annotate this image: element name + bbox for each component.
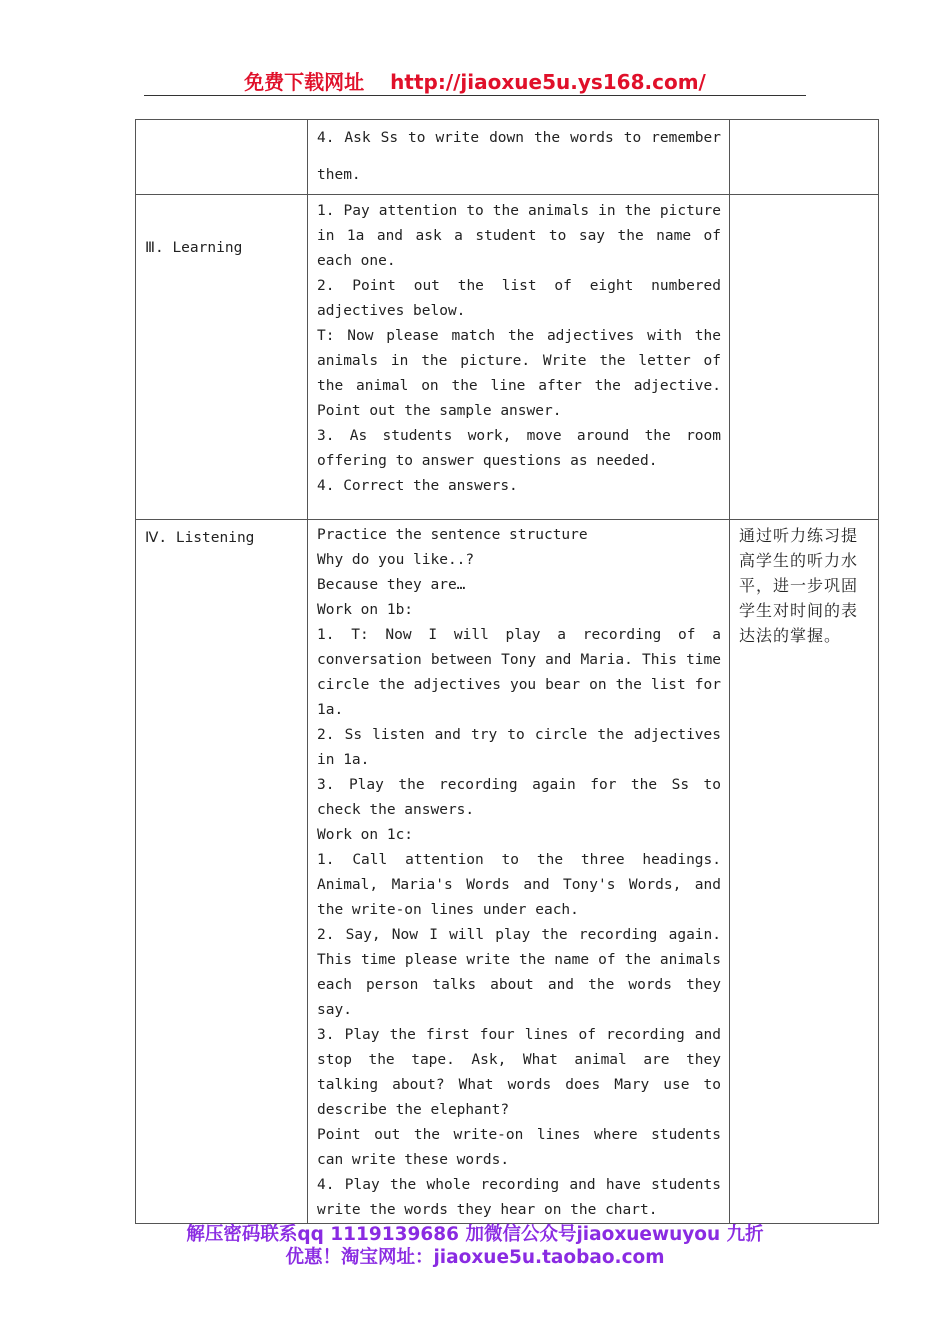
note-text — [730, 195, 878, 198]
stage-label: Ⅲ. Learning — [145, 240, 243, 256]
content-line: Work on 1b: — [317, 602, 414, 618]
content-line: 4. Ask Ss to write down the words to remember them. — [317, 130, 721, 183]
page-header — [0, 66, 950, 95]
content-line: Because they are… — [317, 577, 466, 593]
header-label: 免费下载网址 — [244, 70, 365, 94]
content-line: Work on 1c: — [317, 827, 414, 843]
table-row — [136, 195, 879, 520]
content-block — [308, 120, 729, 194]
stage-label — [136, 120, 307, 130]
content-cell — [308, 520, 730, 1224]
content-line: Practice the sentence structure — [317, 527, 588, 543]
content-line: T: Now please match the adjectives with the animals in the picture. Write the letter of the animal on the line after the adjective. Point out the sample answer. — [317, 328, 721, 419]
content-cell — [308, 120, 730, 195]
stage-cell — [136, 195, 308, 520]
footer-shop-link[interactable]: 优惠！淘宝网址：jiaoxue5u.taobao.com — [285, 1247, 665, 1268]
content-line: 1. Call attention to the three headings. Animal, Maria's Words and Tony's Words, and the write-on lines under each. — [317, 852, 721, 918]
content-line: 3. Play the recording again for the Ss to check the answers. — [317, 777, 721, 818]
content-line: 2. Ss listen and try to circle the adjectives in 1a. — [317, 727, 721, 768]
stage-label: Ⅳ. Listening — [145, 530, 255, 546]
note-cell — [730, 520, 879, 1224]
stage-cell — [136, 520, 308, 1224]
header-url-link[interactable]: http://jiaoxue5u.ys168.com/ — [390, 70, 706, 94]
content-line: 4. Play the whole recording and have students write the words they hear on the chart. — [317, 1177, 721, 1218]
note-cell — [730, 120, 879, 195]
content-line: Why do you like..? — [317, 552, 475, 568]
note-text: 通过听力练习提高学生的听力水平，进一步巩固学生对时间的表达法的掌握。 — [739, 526, 859, 645]
table-row — [136, 120, 879, 195]
header-divider — [144, 95, 806, 96]
table-row — [136, 520, 879, 1224]
content-line: 3. Play the first four lines of recording and stop the tape. Ask, What animal are they talking about? What words does Mary use to describe the elephant? — [317, 1027, 721, 1118]
content-line: 1. T: Now I will play a recording of a conversation between Tony and Maria. This time circle the adjectives you bear on the list for 1a. — [317, 627, 721, 718]
content-line: 1. Pay attention to the animals in the picture in 1a and ask a student to say the name of each one. — [317, 203, 721, 269]
stage-cell — [136, 120, 308, 195]
content-block — [308, 195, 729, 499]
note-cell — [730, 195, 879, 520]
content-line: 3. As students work, move around the room offering to answer questions as needed. — [317, 428, 721, 469]
content-line: 2. Say, Now I will play the recording again. This time please write the name of the animals each person talks about and the words they say. — [317, 927, 721, 1018]
lesson-plan-table — [135, 119, 879, 1224]
content-line: Point out the write-on lines where students can write these words. — [317, 1127, 721, 1168]
content-cell — [308, 195, 730, 520]
footer-contact: 解压密码联系qq 1119139686 加微信公众号jiaoxuewuyou 九折 — [186, 1224, 764, 1245]
content-line: 4. Correct the answers. — [317, 478, 518, 494]
note-text — [730, 120, 878, 123]
content-line: 2. Point out the list of eight numbered adjectives below. — [317, 278, 721, 319]
content-block — [308, 520, 729, 1223]
